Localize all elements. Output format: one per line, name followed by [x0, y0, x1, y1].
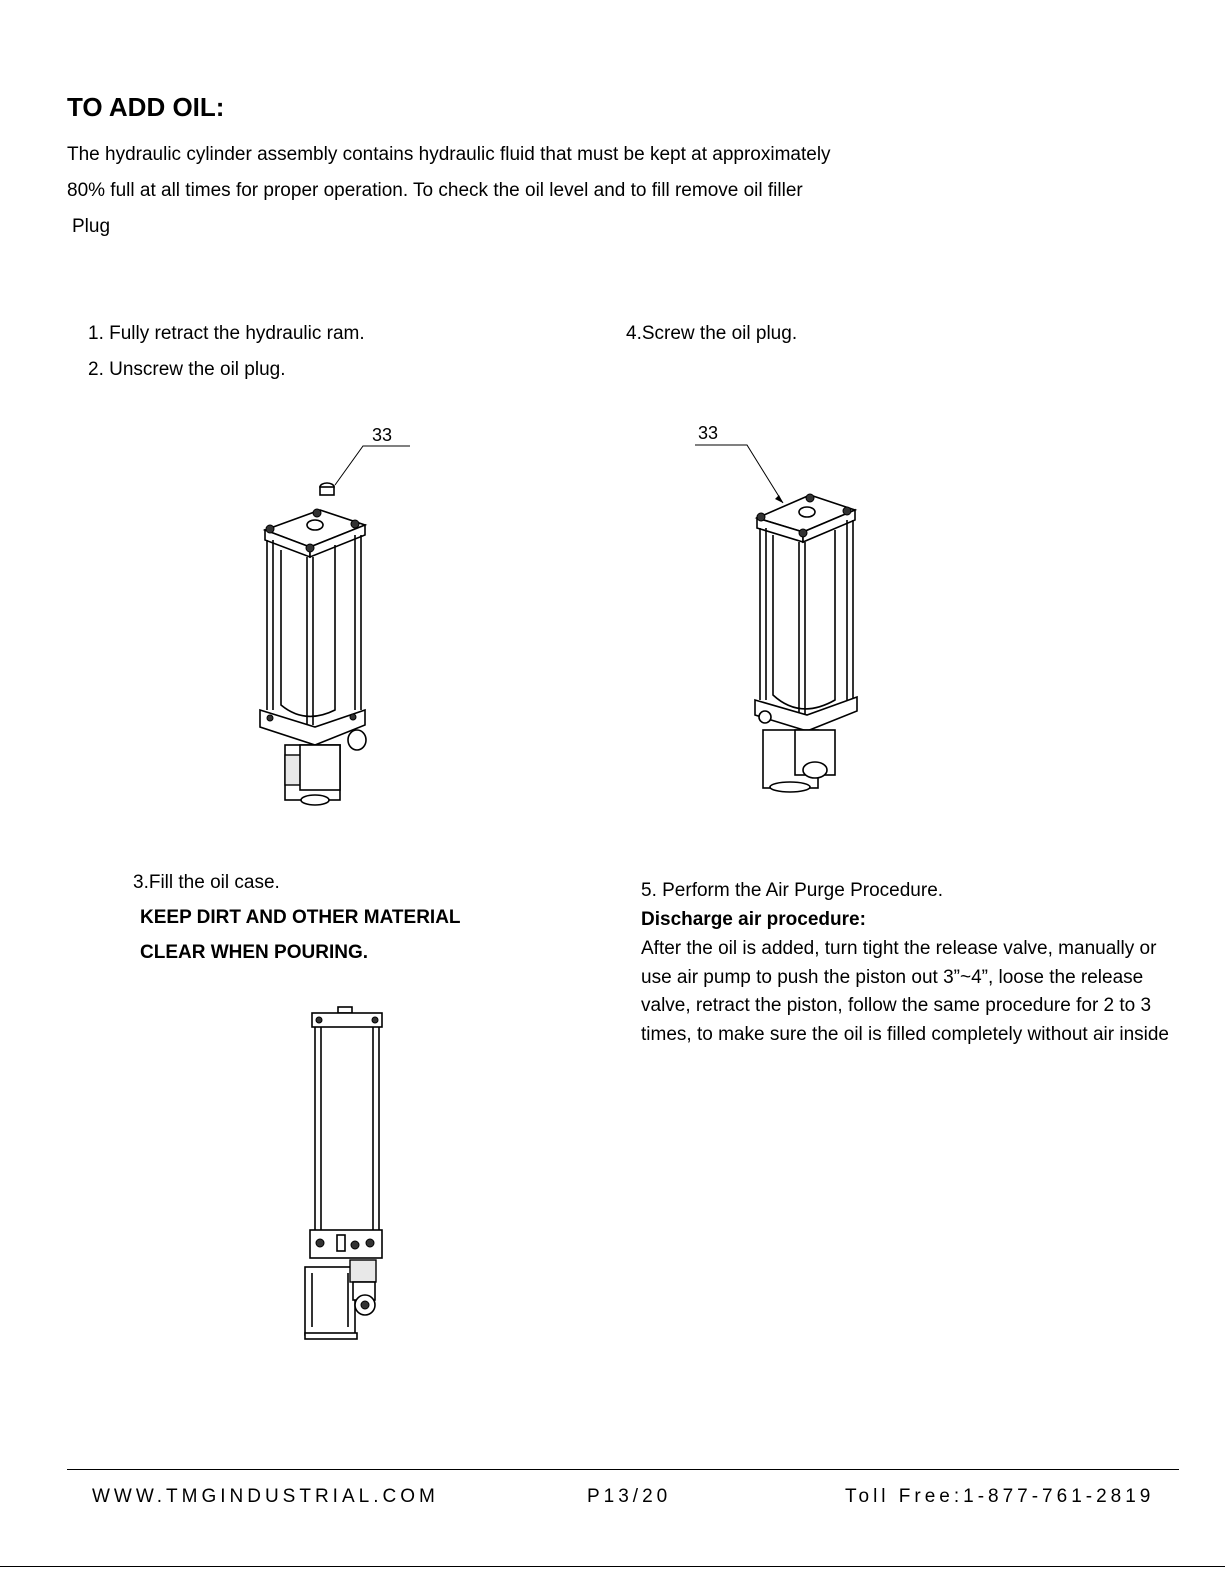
page-bottom-divider [0, 1566, 1225, 1567]
fig2-callout-label: 33 [698, 423, 719, 443]
step-1: 1. Fully retract the hydraulic ram. [88, 323, 365, 344]
intro-line-2: 80% full at all times for proper operation. To check the oil level and to fill remove oil filler [67, 180, 803, 201]
intro-line-3: Plug [72, 216, 111, 237]
figure-screw-plug [695, 415, 895, 815]
figure-unscrew-plug [245, 415, 445, 815]
discharge-body: After the oil is added, turn tight the release valve, manually or use air pump to push the piston out 3”~4”, loose the release valve, retract the piston, follow the same procedure for 2 to 3 times, to make sure the oil is filled completely without air inside [641, 938, 1170, 1045]
step-2: 2. Unscrew the oil plug. [88, 359, 286, 380]
footer-toll-free: Toll Free:1-877-761-2819 [845, 1486, 1155, 1507]
intro-line-1: The hydraulic cylinder assembly contains hydraulic fluid that must be kept at approximately [67, 144, 831, 165]
page-title: TO ADD OIL: [67, 92, 225, 122]
step-5: 5. Perform the Air Purge Procedure. [641, 880, 944, 901]
step-3-warning-line-1: KEEP DIRT AND OTHER MATERIAL [140, 907, 461, 928]
footer-page-number: P13/20 [587, 1486, 672, 1507]
footer-divider [67, 1469, 1179, 1470]
discharge-heading: Discharge air procedure: [641, 909, 866, 930]
fig1-callout-label: 33 [372, 425, 393, 445]
fill-port-icon [338, 1007, 352, 1013]
fig1-leader-line [335, 446, 410, 485]
footer-website: WWW.TMGINDUSTRIAL.COM [92, 1486, 439, 1507]
step-3: 3.Fill the oil case. [133, 872, 280, 893]
figure-fill-oil-case [295, 1005, 405, 1345]
step-4: 4.Screw the oil plug. [626, 323, 798, 344]
fig2-leader-line [695, 445, 783, 503]
step-3-warning-line-2: CLEAR WHEN POURING. [140, 942, 368, 963]
